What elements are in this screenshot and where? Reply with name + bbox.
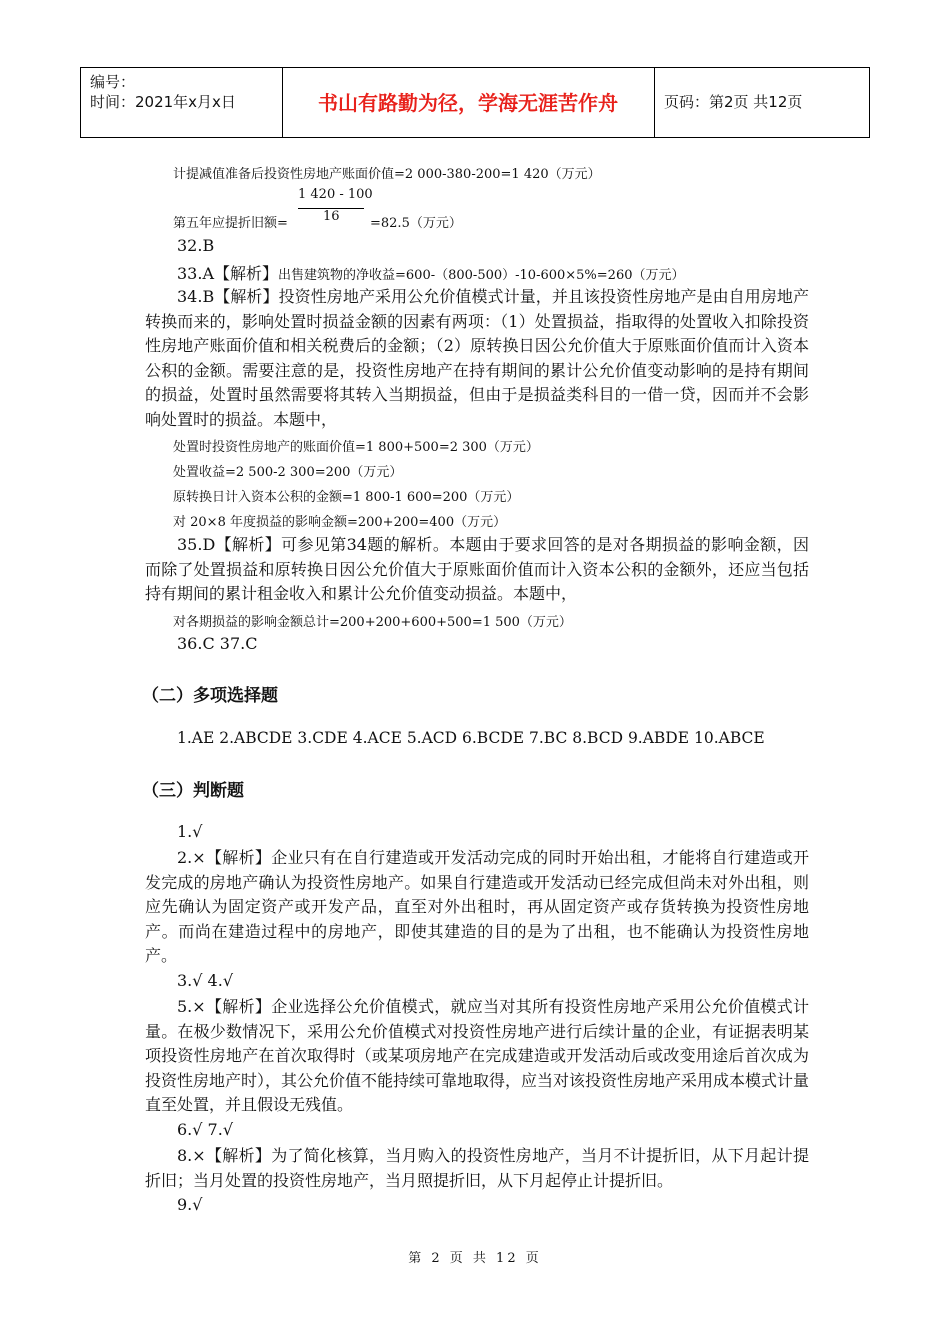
header-border-left: [80, 68, 81, 137]
judge-5: [145, 995, 809, 1118]
answer-32: 32.B: [177, 236, 215, 255]
calc-line-1: 计提减值准备后投资性房地产账面价值=2 000-380-200=1 420（万元）: [173, 167, 601, 182]
judge-1: 1.√: [177, 822, 203, 841]
calc-line-2-suffix: =82.5（万元）: [370, 216, 462, 231]
fraction-numerator: 1 420 - 100: [298, 187, 373, 202]
judge-2-text: 2.×【解析】企业只有在自行建造或开发活动完成的同时开始出租，才能将自行建造或开发完成的房地产确认为投资性房地产。如果自行建造或开发活动已经完成但尚未对外出租，则应先确认为固定资产或开发产品，直至对外出租时，再从固定资产或存货转换为投资性房地产。而尚在建造过程中的房地产，即使其建造的目的是为了出租，也不能确认为投资性房地产。: [145, 848, 809, 966]
answer-33-head: 33.A【解析】: [177, 264, 279, 283]
calc-line-2-prefix: 第五年应提折旧额=: [173, 216, 288, 231]
calc-34-2: 处置收益=2 500-2 300=200（万元）: [173, 465, 403, 480]
header-border-right: [869, 68, 870, 137]
header-divider-2: [654, 68, 655, 137]
calc-34-4: 对 20×8 年度损益的影响金额=200+200=400（万元）: [173, 515, 507, 530]
page-footer: [0, 1247, 950, 1266]
calc-34-3: 原转换日计入资本公积的金额=1 800-1 600=200（万元）: [173, 490, 520, 505]
judge-6-7: 6.√ 7.√: [177, 1120, 234, 1139]
judge-8: [145, 1144, 809, 1193]
judge-2: [145, 846, 809, 969]
header-time: 时间：2021年x月x日: [90, 93, 236, 111]
judge-3-4: 3.√ 4.√: [177, 971, 234, 990]
header-motto: 书山有路勤为径，学海无涯苦作舟: [318, 91, 618, 115]
judge-8-text: 8.×【解析】为了简化核算，当月购入的投资性房地产，当月不计提折旧，从下月起计提折旧；当月处置的投资性房地产，当月照提折旧，从下月起停止计提折旧。: [145, 1146, 809, 1190]
header-number: 编号：: [90, 73, 136, 91]
footer-page-number: 第 2 页 共 12 页: [408, 1251, 542, 1266]
answer-33: [177, 261, 685, 284]
section-true-false: （三）判断题: [142, 781, 244, 801]
multiple-choice-answers: 1.AE 2.ABCDE 3.CDE 4.ACE 5.ACD 6.BCDE 7.BC 8.BCD 9.ABDE 10.ABCE: [177, 729, 765, 747]
calc-34-1: 处置时投资性房地产的账面价值=1 800+500=2 300（万元）: [173, 440, 539, 455]
judge-9: 9.√: [177, 1195, 203, 1214]
header-page-info: 页码：第2页 共12页: [664, 93, 803, 111]
fraction-denominator: 16: [323, 209, 340, 224]
answer-34: [145, 285, 809, 433]
answer-34-text: 34.B【解析】投资性房地产采用公允价值模式计量，并且该投资性房地产是由自用房地产转换而来的，影响处置时损益金额的因素有两项：（1）处置损益，指取得的处置收入扣除投资性房地产账面价值和相关税费后的金额；（2）原转换日因公允价值大于原账面价值而计入资本公积的金额。需要注意的是，投资性房地产在持有期间的累计公允价值变动影响的是持有期间的损益，处置时虽然需要将其转入当期损益，但由于是损益类科目的一借一贷，因而并不会影响处置时的损益。本题中，: [145, 287, 809, 429]
judge-5-text: 5.×【解析】企业选择公允价值模式，就应当对其所有投资性房地产采用公允价值模式计量。在极少数情况下，采用公允价值模式对投资性房地产进行后续计量的企业，有证据表明某项投资性房地产在首次取得时（或某项房地产在完成建造或开发活动后或改变用途后首次成为投资性房地产时），其公允价值不能持续可靠地取得，应当对该投资性房地产采用成本模式计量直至处置，并且假设无残值。: [145, 997, 810, 1115]
header-meta: [90, 72, 236, 112]
calc-35: 对各期损益的影响金额总计=200+200+600+500=1 500（万元）: [173, 615, 572, 630]
answer-35: [145, 533, 809, 607]
answer-35-text: 35.D【解析】可参见第34题的解析。本题由于要求回答的是对各期损益的影响金额，因而除了处置损益和原转换日因公允价值大于原账面价值而计入资本公积的金额外，还应当包括持有期间的累计租金收入和累计公允价值变动损益。本题中，: [145, 535, 809, 604]
section-multiple-choice: （二）多项选择题: [142, 686, 278, 706]
answer-36-37: 36.C 37.C: [177, 634, 258, 653]
answer-33-body: 出售建筑物的净收益=600-（800-500）-10-600×5%=260（万元）: [278, 268, 685, 283]
